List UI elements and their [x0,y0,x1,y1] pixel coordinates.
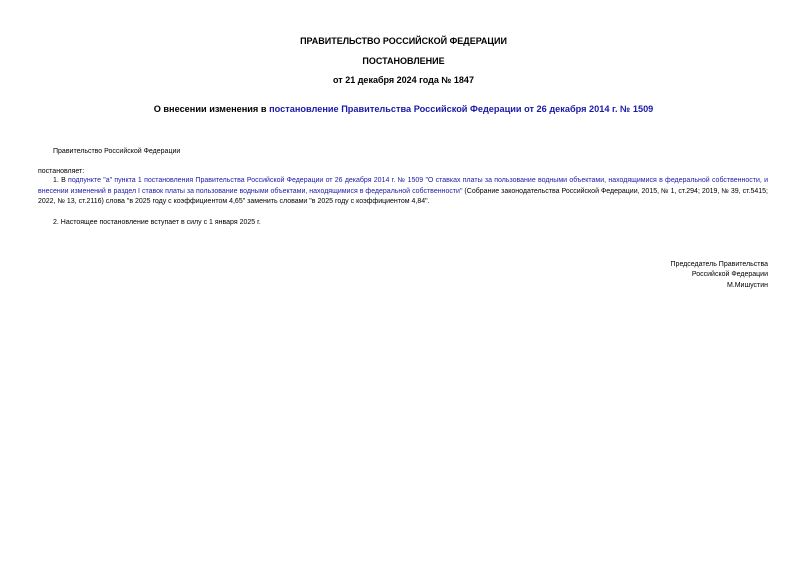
paragraph-1-number: 1. В [53,177,69,184]
signature-org: Российской Федерации [691,271,768,278]
document-subject [0,104,807,115]
document-type-heading: ПОСТАНОВЛЕНИЕ [362,56,445,66]
paragraph-1-link[interactable]: подпункте "а" пункта 1 постановления Правительства Российской Федерации от 26 декабря 2014 г. № 1509 "О ставках платы за пользование водными объектами, находящимися в федеральной собственности, и внесении изменений в раздел I ставок платы за пользование водными объектами, находящимися в федеральной собственности" [38,177,768,195]
issuer-text: Правительство Российской Федерации [53,148,181,155]
subject-prefix: О внесении изменения в [153,104,270,114]
subject-link[interactable]: постановление Правительства Российской Федерации от 26 декабря 2014 г. № 1509 [269,104,654,114]
signature-title: Председатель Правительства [670,261,768,268]
signature-name: М.Мишустин [726,282,768,289]
date-number-heading: от 21 декабря 2024 года № 1847 [333,75,474,85]
paragraph-2: 2. Настоящее постановление вступает в силу с 1 января 2025 г. [53,219,261,226]
paragraph-1-text: (Собрание законодательства Российской Федерации, 2015, № 1, ст.294; 2019, № 39, ст.5415; 2022, № 13, ст.2116) слова "в 2025 году с коэффициентом 4,65" заменить словами "в 2025 году с коэффициентом 4,84". [38,187,768,206]
government-heading: ПРАВИТЕЛЬСТВО РОССИЙСКОЙ ФЕДЕРАЦИИ [300,36,507,46]
paragraph-1 [38,176,768,208]
resolves-text: постановляет: [38,168,85,175]
